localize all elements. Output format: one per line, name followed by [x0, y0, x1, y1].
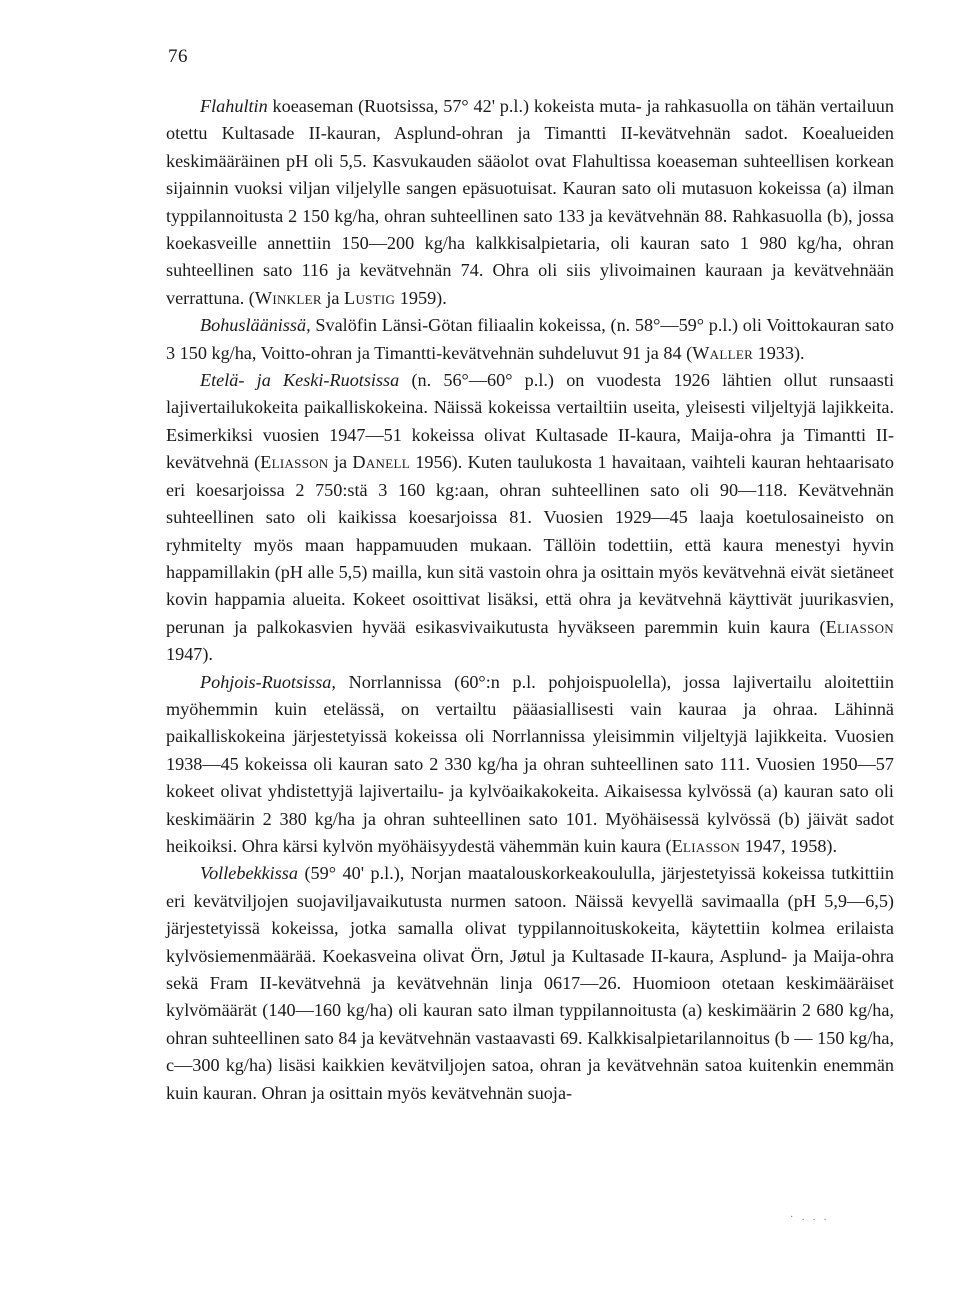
body-text	[166, 93, 894, 1107]
text-segment: koeaseman (Ruotsissa, 57° 42' p.l.) kokeista muta- ja rahkasuolla on tähän vertailuun otettu Kultasade II-kauran, Asplund-ohran ja Timantti II-kevätvehnän sadot. Koealueiden keskimääräinen pH oli 5,5. Kasvukauden sääolot ovat Flahultissa koeaseman suhteellisen korkean sijainnin vuoksi viljan viljelylle sangen epäsuotuisat. Kauran sato oli mutasuon kokeissa (a) ilman typpilannoitusta 2 150 kg/ha, ohran suhteellinen sato 133 ja kevätvehnän 88. Rahkasuolla (b), jossa koekasveille annettiin 150—200 kg/ha kalkkisalpietaria, oli kauran sato 1 980 kg/ha, ohran suhteellinen sato 116 ja kevätvehnän 74. Ohra oli siis ylivoimainen kauraan ja kevätvehnään verrattuna. (	[166, 96, 894, 308]
paragraph-bohuslan	[166, 312, 894, 367]
text-segment: 1956). Kuten taulukosta 1 havaitaan, vaihteli kauran hehtaarisato eri koesarjoissa 2 750:stä 3 160 kg:aan, ohran suhteellinen sato oli 90—118. Kevätvehnän suhteellinen sato oli kaikissa koesarjoissa 81. Vuosien 1929—45 laaja koetulosaineisto on ryhmitelty myös maan happamuuden mukaan. Tällöin todettiin, että kaura menestyi hyvin happamillakin (pH alle 5,5) mailla, kun sitä vastoin ohra ja osittain myös kevätvehnä eivät sietäneet kovin happamia alueita. Kokeet osoittivat lisäksi, että ohra ja kevätvehnä käyttivät juurikasvien, perunan ja palkokasvien hyvää esikasvivaikutusta hyväkseen paremmin kuin kaura (	[166, 452, 894, 637]
paragraph-pohjois-ruotsi	[166, 669, 894, 861]
paragraph-vollebekk	[166, 860, 894, 1107]
author-name: Waller	[692, 342, 754, 363]
page-number: 76	[168, 46, 188, 67]
text-segment: 1933).	[753, 342, 805, 363]
place-name: Etelä- ja Keski-Ruotsissa	[200, 370, 400, 391]
author-name: Eliasson	[671, 835, 741, 856]
text-segment: 1947, 1958).	[740, 835, 838, 856]
paragraph-etela-keski-ruotsi	[166, 367, 894, 668]
author-name: Eliasson	[260, 452, 329, 473]
place-name: Flahultin	[200, 96, 268, 116]
paragraph-flahult	[166, 93, 894, 312]
text-segment: Svalöfin Länsi-Götan filiaalin kokeissa, (n. 58°—59° p.l.) oli Voittokauran sato 3 150 kg/ha, Voitto-ohran ja Timantti-kevätvehnän suhdeluvut 91 ja 84 (	[166, 315, 894, 363]
text-segment: (n. 56°—60° p.l.) on vuodesta 1926 lähtien ollut runsaasti lajivertailukokeita paikalliskokeina. Näissä kokeissa vertailtiin useita, yleisesti viljeltyjä lajikkeita. Esimerkiksi vuosien 1947—51 kokeissa olivat Kultasade II-kaura, Maija-ohra ja Timantti II-kevätvehnä (	[166, 370, 894, 473]
text-segment: (59° 40' p.l.), Norjan maatalouskorkeakoululla, järjestetyissä kokeissa tutkittiin eri kevätviljojen suojaviljavaikutusta nurmen satoon. Näissä kevyellä savimaalla (pH 5,9—6,5) järjestetyissä kokeissa, jotka samalla olivat typpilannoituskokeita, käytettiin kolmea erilaista kylvösiemenmäärää. Koekasveina olivat Örn, Jøtul ja Kultasade II-kaura, Asplund- ja Maija-ohra sekä Fram II-kevätvehnä ja kevätvehnän linja 0617—26. Huomioon otetaan keskimääräiset kylvömäärät (140—160 kg/ha) oli kauran sato ilman typpilannoitusta (a) keskimäärin 2 680 kg/ha, ohran suhteellinen sato 84 ja kevätvehnän vastaavasti 69. Kalkkisalpietarilannoitus (b — 150 kg/ha, c—300 kg/ha) lisäsi kaikkien kevätviljojen satoa, ohran ja kevätvehnän satoa kuitenkin enemmän kuin kauran. Ohran ja osittain myös kevätvehnän suoja-	[166, 863, 894, 1103]
text-segment: ja	[328, 452, 353, 473]
text-segment: Norrlannissa (60°:n p.l. pohjoispuolella), jossa lajivertailu aloitettiin myöhemmin kuin etelässä, on vertailtu pääasiallisesti vain kauraa ja ohraa. Lähinnä paikalliskokeina järjestetyissä kokeissa oli Norrlannissa yleisimmin viljeltyjä lajikkeita. Vuosien 1938—45 kokeissa oli kauran sato 2 330 kg/ha ja ohran suhteellinen sato 111. Vuosien 1950—57 kokeet olivat yhdistettyjä lajivertailu- ja kylvöaikakokeita. Aikaisessa kylvössä (a) kauran sato oli keskimäärin 2 380 kg/ha ja ohran suhteellinen sato 101. Myöhäisessä kylvössä (b) jäivät sadot heikoiksi. Ohra kärsi kylvön myöhäisyydestä vähemmän kuin kaura (	[166, 671, 894, 856]
place-name: Vollebekkissa	[200, 863, 298, 884]
place-name: Pohjois-Ruotsissa,	[200, 671, 336, 692]
author-name: Eliasson	[825, 616, 894, 637]
text-segment: 1959).	[395, 287, 447, 308]
author-name: Danell	[352, 452, 410, 473]
text-segment: 1947).	[166, 644, 213, 665]
place-name: Bohusläänissä,	[200, 315, 311, 336]
text-segment: ja	[321, 287, 345, 308]
scan-speckle: · . . .	[790, 1212, 830, 1223]
author-name: Winkler	[254, 287, 322, 308]
author-name: Lustig	[344, 287, 396, 308]
